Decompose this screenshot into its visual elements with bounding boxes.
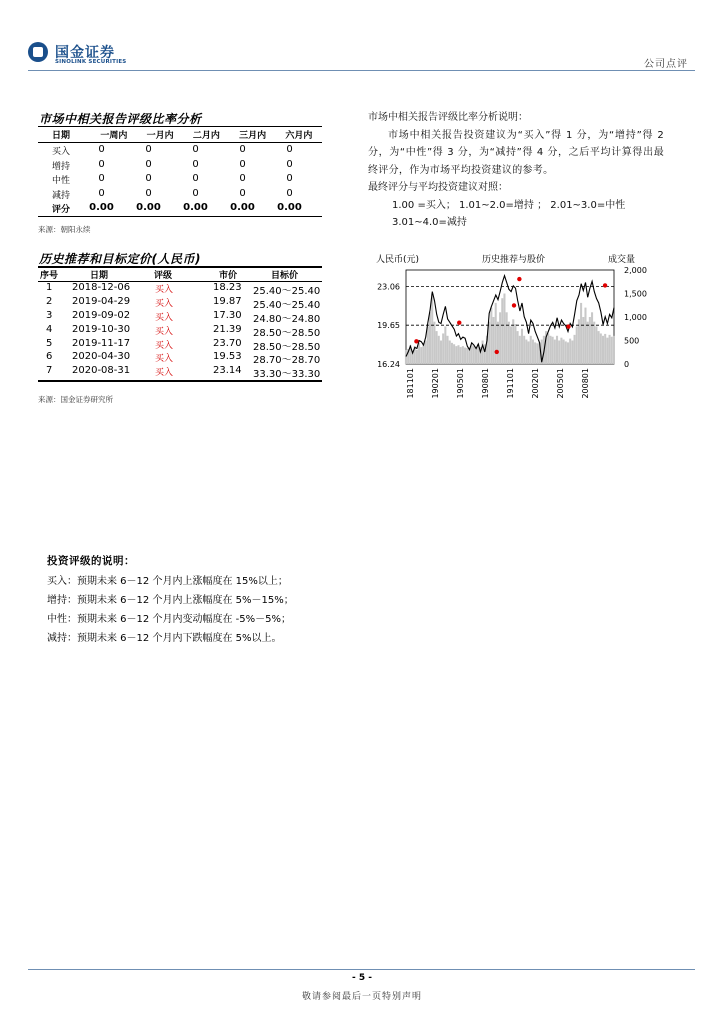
volume-bar [495,303,497,364]
logo-text-en: SINOLINK SECURITIES [55,59,127,65]
rating-row-value: 0.00 [230,202,255,214]
history-cell-target: 28.50～28.50 [253,327,321,339]
rating-row-value: 0 [145,187,152,199]
volume-bar [425,341,427,365]
volume-bar [464,348,466,364]
investment-rating-item: 买入：预期未来 6－12 个月内上涨幅度在 15%以上； [47,576,288,587]
rating-row-value: 0 [192,144,199,155]
volume-bar [466,348,468,364]
volume-bar [429,312,431,364]
rating-table-row [38,201,322,216]
rating-table-body [38,143,322,216]
history-cell-no: 1 [46,282,53,293]
volume-bar [574,335,576,364]
history-col-header: 序号 [40,271,59,281]
volume-bar [442,333,444,364]
rating-compare-title: 最终评分与平均投资建议对照： [368,182,508,193]
volume-bar [422,344,424,364]
volume-bar [560,338,562,364]
rating-row-value: 0.00 [277,202,302,214]
history-cell-no: 6 [46,351,53,363]
history-cell-price: 19.87 [213,295,242,307]
history-cell-rating: 买入 [155,368,174,379]
rating-row-label: 买入 [52,147,71,157]
recommendation-marker [603,283,607,287]
history-col-header: 评级 [154,271,173,281]
y-tick-label: 19.65 [377,321,400,331]
history-cell-no: 3 [46,309,53,321]
history-cell-price: 21.39 [213,323,242,335]
y2-tick-label: 0 [624,360,630,369]
volume-bar [497,322,499,364]
rating-row-label: 评分 [52,205,71,216]
recommendation-marker [457,320,461,324]
history-cell-target: 33.30～33.30 [253,369,321,381]
volume-bar [431,294,433,365]
col-header: 六月内 [285,131,313,141]
volume-bar [549,336,551,364]
history-table-row [38,338,322,352]
history-cell-price: 17.30 [213,309,242,321]
volume-bar [584,308,586,364]
volume-bar [534,342,536,364]
volume-bar [462,346,464,364]
history-cell-rating: 买入 [155,298,174,309]
history-table-title: 历史推荐和目标定价(人民币) [39,252,201,266]
y2-tick-label: 1,000 [624,313,647,322]
price-chart-svg [364,250,664,410]
history-table-row [38,324,322,338]
rating-table-row [38,143,322,158]
y2-tick-label: 1,500 [624,289,647,299]
history-cell-target: 28.50～28.50 [253,341,321,353]
volume-bar [475,348,477,364]
history-cell-date: 2020-08-31 [72,365,131,377]
history-table-row [38,365,322,379]
volume-bar [593,322,595,364]
volume-bar [506,312,508,364]
x-tick-label: 200801 [581,368,590,399]
volume-bar [558,341,560,365]
volume-bar [427,326,429,364]
volume-bar [490,308,492,364]
col-header: 日期 [52,131,71,141]
history-cell-date: 2019-09-02 [72,309,131,321]
volume-bar [512,319,514,364]
recommendation-marker [495,350,499,354]
volume-bar [536,343,538,364]
volume-bar [591,312,593,364]
chart-left-axis-label: 人民币(元) [376,255,420,265]
volume-bar [528,341,530,364]
history-cell-date: 2019-11-17 [72,337,131,349]
volume-bar [569,339,571,364]
volume-bar [510,326,512,364]
volume-bar [501,298,503,364]
page-number: - 5 - [352,973,372,983]
volume-bar [449,341,451,365]
x-tick-label: 190501 [456,368,465,399]
rating-row-value: 0 [286,187,293,199]
volume-bar [556,336,558,364]
price-chart [364,250,664,410]
volume-bar [552,337,554,364]
history-cell-no: 2 [46,295,53,307]
history-table-row [38,351,322,365]
rating-compare-line1: 1.00 =买入； 1.01~2.0=增持 ； 2.01~3.0=中性 [392,199,626,211]
rating-row-value: 0 [239,173,246,185]
col-header: 二月内 [192,131,220,141]
rating-row-value: 0.00 [89,202,114,214]
volume-bar [578,319,580,364]
rating-row-value: 0 [192,158,199,170]
volume-bar [416,350,418,364]
volume-bar [499,312,501,364]
history-table-source: 来源：国金证券研究所 [38,395,113,404]
volume-bar [547,333,549,364]
volume-bar [508,322,510,364]
y-tick-label: 23.06 [377,282,400,292]
volume-bar [519,336,521,364]
recommendation-marker [566,324,570,328]
volume-bar [611,337,613,364]
rating-note [368,109,664,232]
history-cell-date: 2020-04-30 [72,351,131,363]
x-tick-label: 200501 [556,368,565,399]
rating-row-value: 0.00 [136,202,161,214]
rating-table [38,127,322,142]
header-divider [28,70,695,71]
rating-table-row [38,172,322,187]
history-cell-price: 19.53 [213,351,242,363]
volume-bar [433,322,435,364]
volume-bar [471,345,473,364]
rating-note-paragraph: 市场中相关报告投资建议为“买入”得 1 分，为“增持”得 2 分，为“中性”得 3 分，为“减持”得 4 分，之后平均计算得出最终评分，作为市场平均投资建议的参考。 [368,129,664,176]
history-cell-no: 7 [46,365,53,377]
investment-rating-item: 减持：预期未来 6－12 个月内下跌幅度在 5%以上。 [47,633,282,644]
history-cell-date: 2019-10-30 [72,323,131,335]
volume-bar [563,340,565,364]
history-cell-target: 25.40～25.40 [253,286,321,297]
volume-bar [418,343,420,364]
history-cell-rating: 买入 [155,326,174,337]
volume-bar [523,336,525,364]
history-cell-price: 23.14 [213,365,242,377]
x-tick-label: 190201 [431,368,440,399]
volume-bar [451,343,453,364]
x-tick-label: 190801 [481,368,490,399]
recommendation-marker [414,339,418,343]
recommendation-marker [512,303,516,307]
volume-bar [444,326,446,364]
history-cell-target: 28.70～28.70 [253,355,321,367]
volume-bar [517,331,519,364]
volume-bar [521,329,523,364]
x-tick-label: 191101 [506,368,515,399]
volume-bar [503,294,505,365]
history-cell-price: 23.70 [213,337,242,349]
volume-bar [492,317,494,364]
volume-bar [457,345,459,364]
rating-row-value: 0 [286,173,293,185]
x-tick-label: 200201 [531,368,540,399]
history-table-row [38,282,322,296]
volume-bar [420,347,422,364]
volume-bar [525,340,527,364]
col-header: 一月内 [146,131,174,141]
volume-bar [440,341,442,365]
rating-row-value: 0.00 [183,202,208,214]
rating-table-row [38,187,322,202]
volume-bar [565,341,567,364]
volume-bar [455,346,457,364]
rating-row-value: 0 [192,187,199,199]
rating-table-row [38,158,322,173]
rating-table-bottom-rule [38,216,322,217]
rating-row-value: 0 [239,187,246,199]
col-header: 一周内 [100,131,128,141]
rating-compare-line2: 3.01~4.0=减持 [392,217,467,228]
volume-bar [609,335,611,364]
investment-rating-section [47,553,377,648]
y2-tick-label: 2,000 [624,266,647,275]
volume-bar [604,334,606,364]
volume-bar [554,340,556,364]
rating-table-title: 市场中相关报告评级比率分析 [39,112,202,126]
volume-bar [447,336,449,364]
x-tick-label: 181101 [406,368,415,399]
volume-bar [473,346,475,364]
history-cell-date: 2018-12-06 [72,282,131,293]
rating-row-value: 0 [98,173,105,185]
rating-note-title: 市场中相关报告评级比率分析说明： [368,112,528,123]
logo-text-cn: 国金证券 [55,45,115,61]
history-table-row [38,310,322,324]
volume-bar [582,317,584,364]
chart-title: 历史推荐与股价 [482,255,546,265]
volume-bar [600,333,602,364]
volume-bar [589,317,591,364]
history-col-header: 市价 [219,271,238,281]
rating-row-value: 0 [145,158,152,170]
volume-bar [595,326,597,364]
rating-table-grid [38,127,322,142]
recommendation-marker [517,277,521,281]
rating-row-value: 0 [286,158,293,170]
volume-bar [571,341,573,365]
history-cell-rating: 买入 [155,312,174,323]
investment-rating-item: 增持：预期未来 6－12 个月内上涨幅度在 5%－15%； [47,595,294,606]
rating-row-value: 0 [145,173,152,185]
y-tick-label: 16.24 [377,360,400,369]
history-col-header: 目标价 [271,271,299,281]
chart-right-axis-label: 成交量 [608,255,636,265]
y2-tick-label: 500 [624,336,640,346]
rating-row-value: 0 [98,158,105,170]
volume-bar [580,303,582,364]
volume-bar [438,336,440,364]
volume-bar [613,336,615,364]
col-header: 三月内 [239,131,267,141]
volume-bar [453,344,455,364]
rating-row-value: 0 [145,144,152,155]
history-cell-target: 24.80～24.80 [253,313,321,325]
rating-row-value: 0 [192,173,199,185]
rating-row-value: 0 [98,144,105,155]
history-table-header [38,268,322,281]
investment-rating-item: 中性：预期未来 6－12 个月内变动幅度在 -5%－5%； [47,614,291,625]
history-cell-rating: 买入 [155,340,174,351]
volume-bar [530,336,532,364]
history-cell-rating: 买入 [155,354,174,365]
investment-rating-title: 投资评级的说明： [47,555,135,567]
volume-bar [405,350,407,364]
investment-rating-list [47,570,377,648]
rating-row-value: 0 [286,144,293,155]
history-cell-no: 5 [46,337,53,349]
rating-row-value: 0 [239,158,246,170]
volume-bar [567,342,569,364]
history-cell-target: 25.40～25.40 [253,299,321,311]
rating-table-header-row [38,127,322,142]
rating-table-source: 来源：朝阳永续 [38,225,91,234]
volume-bar [460,347,462,364]
history-table-row [38,296,322,310]
history-cell-date: 2019-04-29 [72,295,131,307]
rating-row-label: 增持 [52,161,71,172]
volume-bar [602,336,604,364]
volume-bar [576,326,578,364]
volume-bar [514,324,516,364]
volume-bar [468,349,470,364]
footer-divider [28,969,695,970]
logo-icon [28,42,48,62]
rating-row-label: 减持 [52,190,71,201]
rating-row-value: 0 [98,187,105,199]
history-table-body [38,282,322,379]
history-table-bottom-rule [38,380,322,382]
history-cell-price: 18.23 [213,282,242,293]
footer-disclaimer: 敬请参阅最后一页特别声明 [301,992,422,1002]
rating-row-label: 中性 [52,176,71,187]
volume-bar [598,331,600,364]
rating-row-value: 0 [239,144,246,155]
history-col-header: 日期 [90,271,109,281]
history-cell-rating: 买入 [155,285,174,295]
volume-bar [587,322,589,364]
history-cell-no: 4 [46,323,53,335]
volume-bar [532,340,534,364]
volume-bar [606,338,608,364]
document-type: 公司点评 [644,59,688,70]
volume-bar [436,331,438,364]
